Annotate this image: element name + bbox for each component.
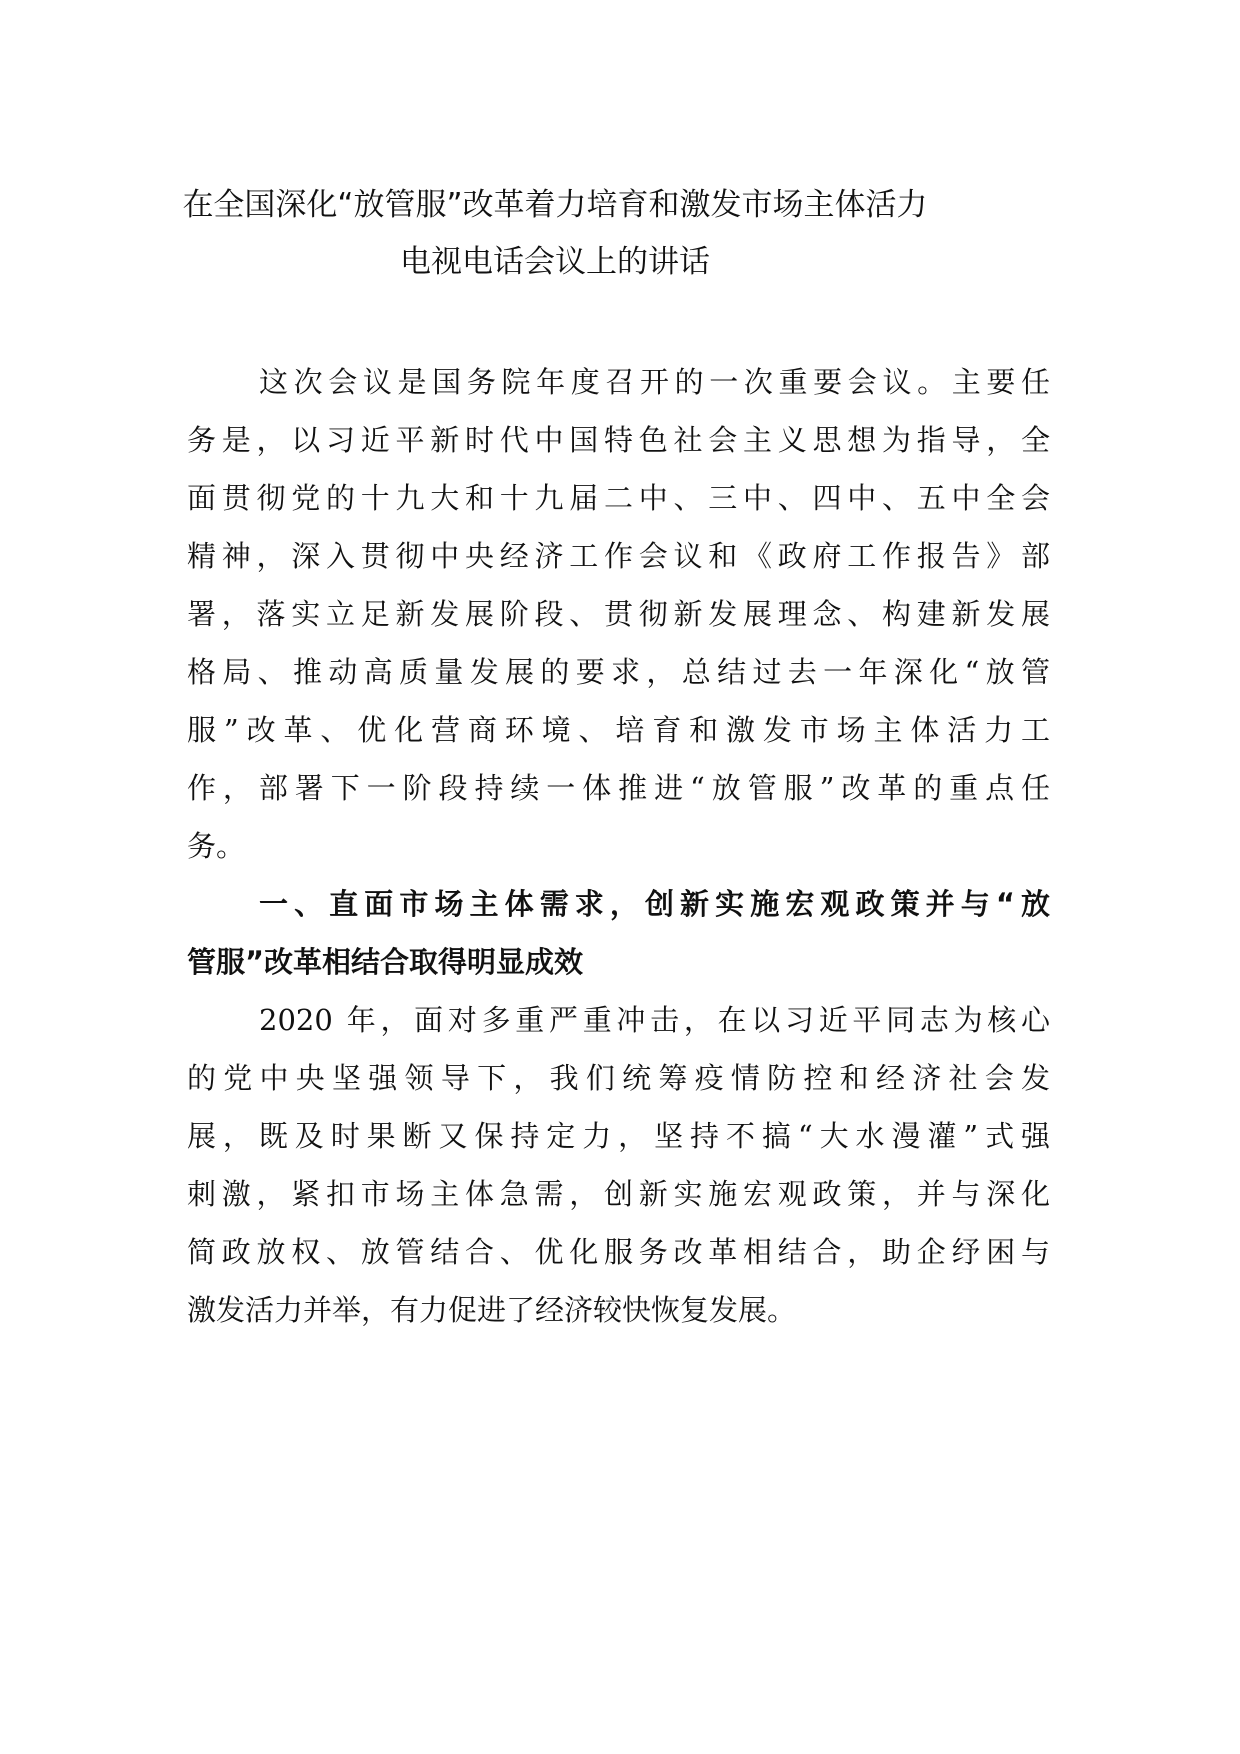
document-title-line-1: 在全国深化“放管服”改革着力培育和激发市场主体活力	[182, 187, 928, 223]
text-line: 服”改革、优化营商环境、培育和激发市场主体活力工	[187, 713, 1050, 747]
text-line: 务。	[187, 829, 246, 863]
text-line: 署，落实立足新发展阶段、贯彻新发展理念、构建新发展	[187, 597, 1050, 631]
text-line: 展，既及时果断又保持定力，坚持不搞“大水漫灌”式强	[187, 1119, 1050, 1153]
text-line: 2020 年，面对多重严重冲击，在以习近平同志为核心	[259, 1003, 1050, 1037]
text-line: 这次会议是国务院年度召开的一次重要会议。主要任	[259, 365, 1050, 399]
text-line: 格局、推动高质量发展的要求，总结过去一年深化“放管	[187, 655, 1050, 689]
text-line: 的党中央坚强领导下，我们统筹疫情防控和经济社会发	[187, 1061, 1050, 1095]
text-line: 面贯彻党的十九大和十九届二中、三中、四中、五中全会	[187, 481, 1050, 515]
document-title-line-2: 电视电话会议上的讲话	[400, 244, 710, 280]
text-line: 管服”改革相结合取得明显成效	[187, 945, 584, 979]
document-body	[187, 353, 1050, 1339]
paragraph	[187, 353, 1050, 875]
text-line: 简政放权、放管结合、优化服务改革相结合，助企纾困与	[187, 1235, 1050, 1269]
text-line: 精神，深入贯彻中央经济工作会议和《政府工作报告》部	[187, 539, 1050, 573]
text-line: 务是，以习近平新时代中国特色社会主义思想为指导，全	[187, 423, 1050, 457]
paragraph	[187, 991, 1050, 1339]
text-line: 刺激，紧扣市场主体急需，创新实施宏观政策，并与深化	[187, 1177, 1050, 1211]
text-line: 一、直面市场主体需求，创新实施宏观政策并与“放	[259, 887, 1050, 921]
text-line: 作，部署下一阶段持续一体推进“放管服”改革的重点任	[187, 771, 1050, 805]
text-line: 激发活力并举，有力促进了经济较快恢复发展。	[187, 1293, 797, 1327]
section-heading	[187, 875, 1050, 991]
